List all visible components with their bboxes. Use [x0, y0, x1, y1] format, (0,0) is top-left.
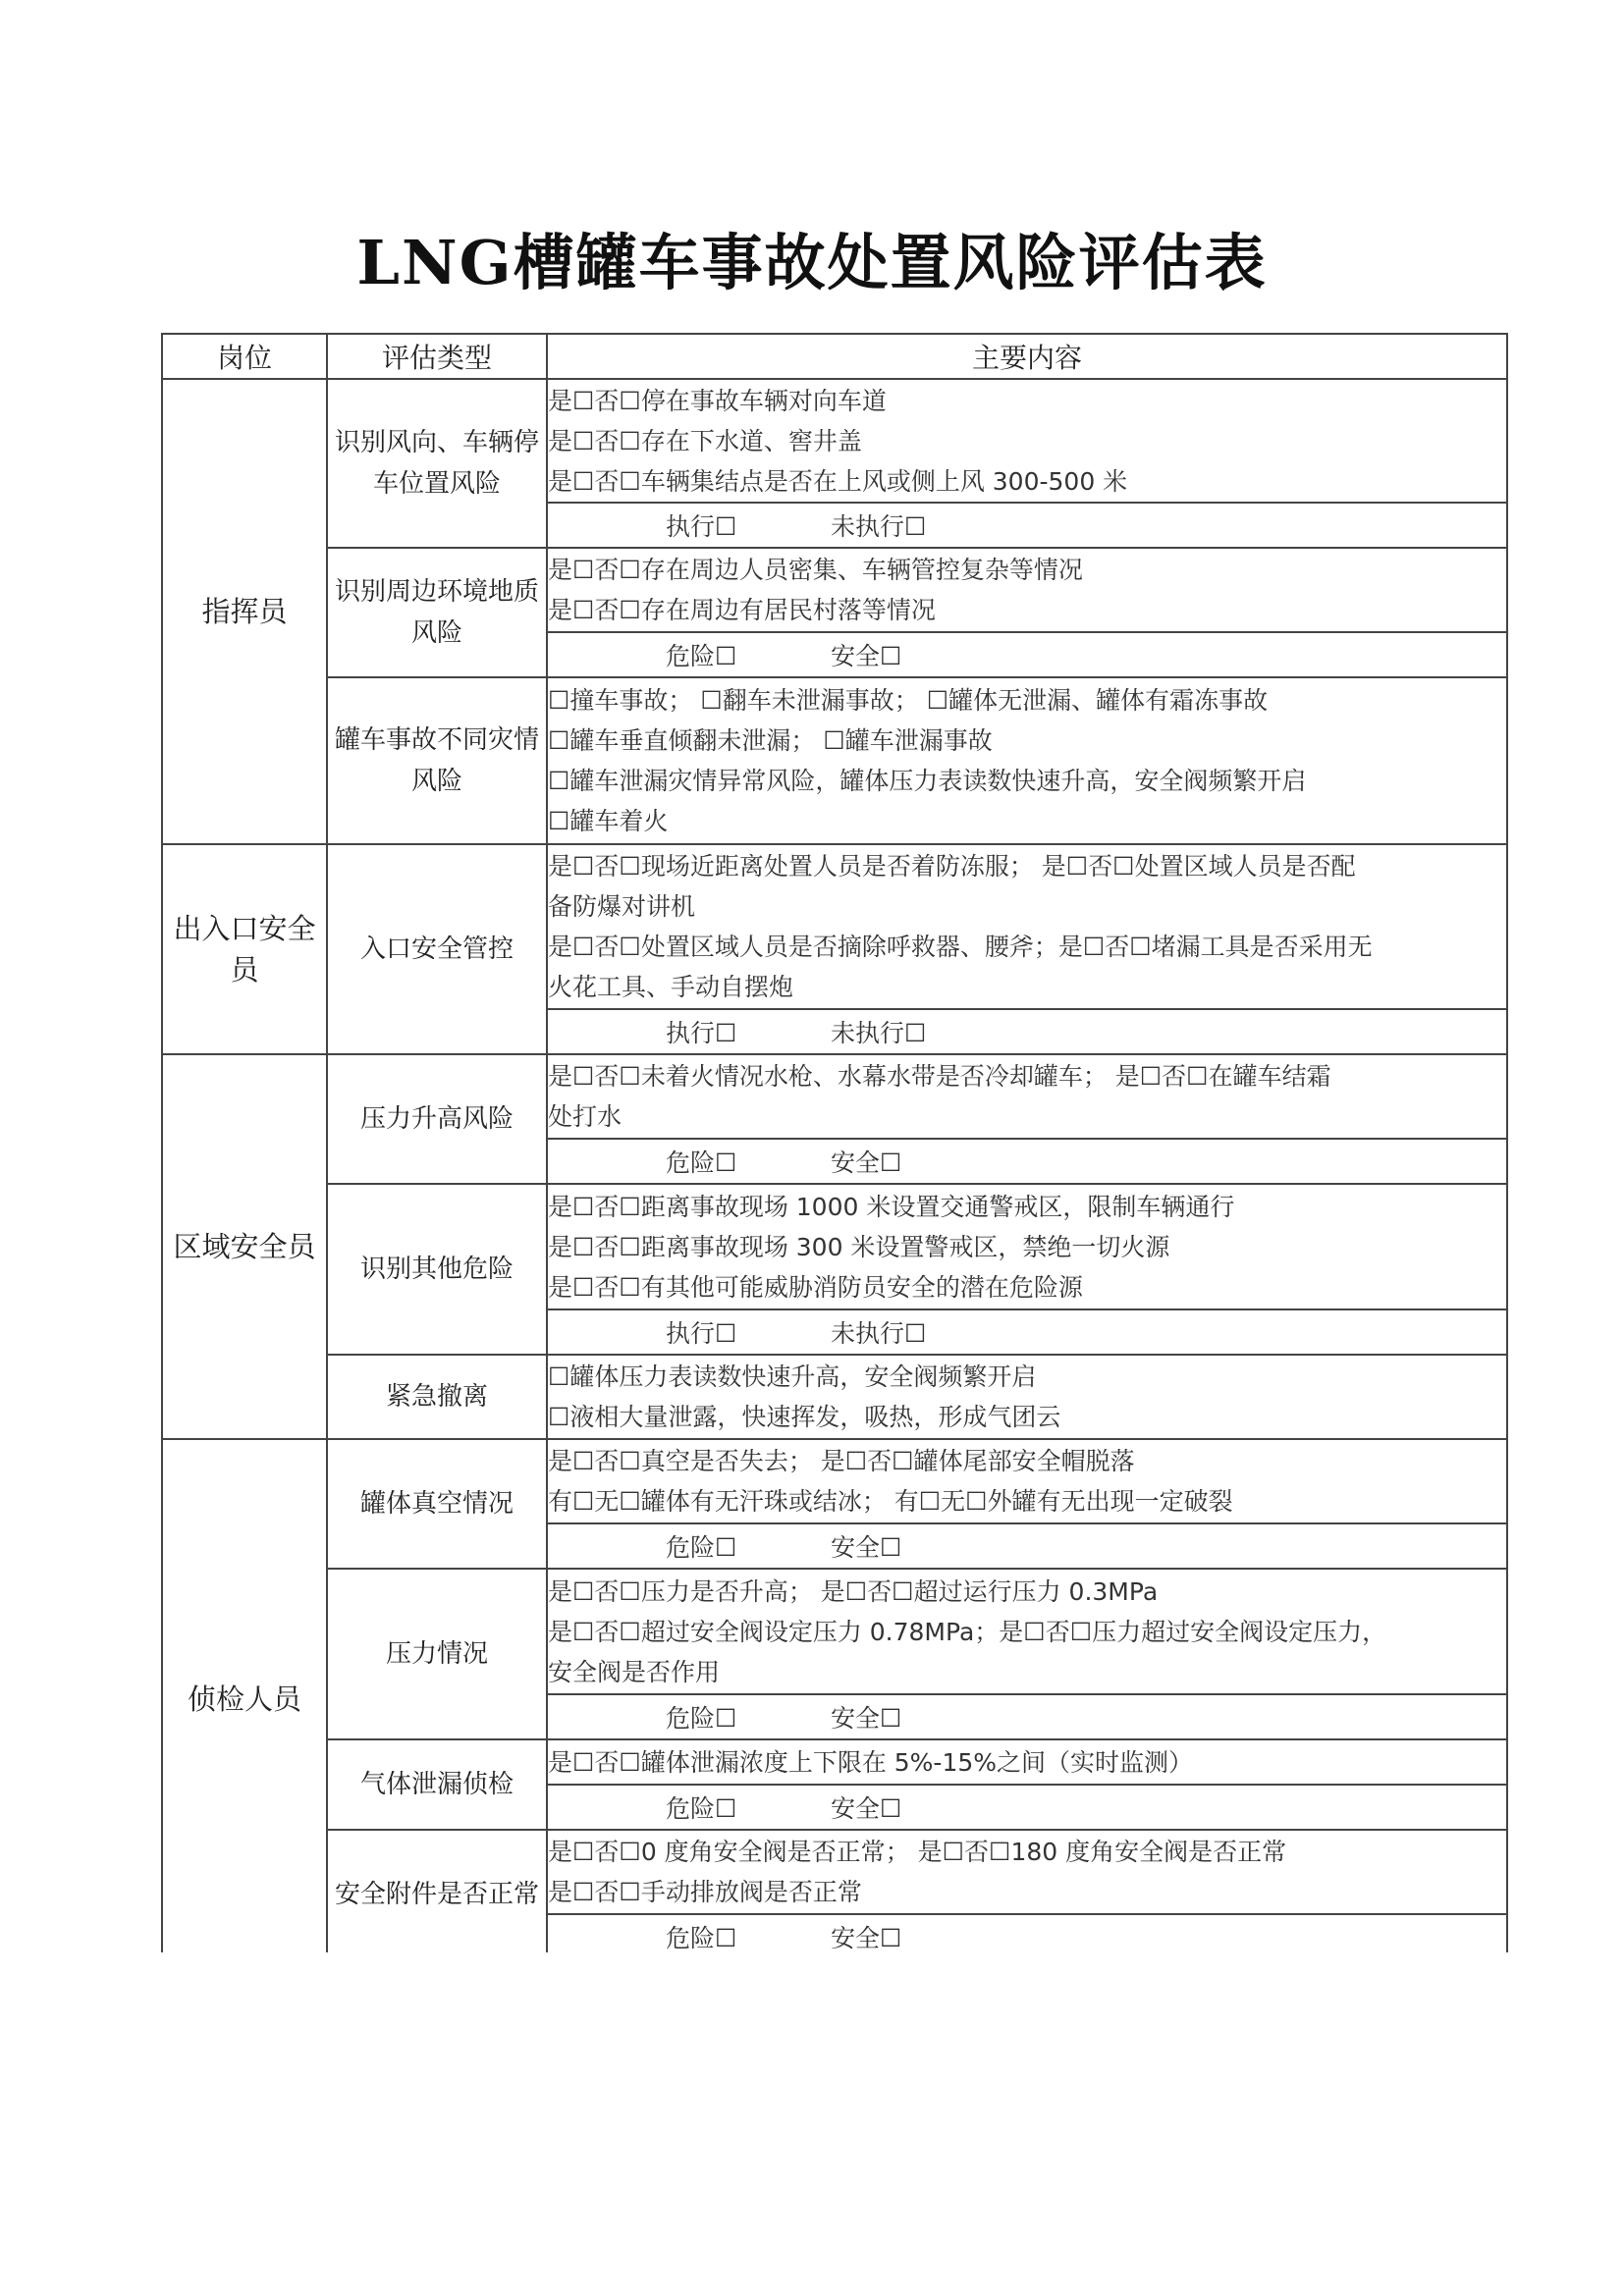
content-line: 是☐否☐罐体泄漏浓度上下限在 5%-15%之间（实时监测） — [548, 1747, 1194, 1777]
content-cell — [547, 379, 1507, 503]
result-cell — [547, 1694, 1507, 1739]
type-cell: 罐体真空情况 — [327, 1439, 547, 1569]
content-cell — [547, 1569, 1507, 1694]
table-row — [162, 379, 1507, 503]
content-line: 是☐否☐车辆集结点是否在上风或侧上风 300-500 米 — [548, 466, 1128, 496]
type-cell: 入口安全管控 — [327, 844, 547, 1054]
content-line: 是☐否☐未着火情况水枪、水幕水带是否冷却罐车； 是☐否☐在罐车结霜 — [548, 1062, 1331, 1091]
result-option-checkbox[interactable]: 危险☐ — [666, 1148, 737, 1177]
table-header-row — [162, 334, 1507, 379]
table-row — [162, 844, 1507, 1009]
page-cut-edge — [147, 1952, 1522, 2011]
result-option-checkbox[interactable]: 安全☐ — [831, 1533, 902, 1562]
table-row — [162, 548, 1507, 632]
table-row — [162, 677, 1507, 844]
type-cell: 压力升高风险 — [327, 1054, 547, 1184]
content-line: 是☐否☐处置区域人员是否摘除呼救器、腰斧；是☐否☐堵漏工具是否采用无 — [548, 933, 1373, 961]
result-option-checkbox[interactable]: 危险☐ — [666, 1924, 737, 1952]
result-option-checkbox[interactable]: 执行☐ — [666, 512, 737, 541]
header-type: 评估类型 — [327, 334, 547, 379]
result-option-checkbox[interactable]: 危险☐ — [666, 1794, 737, 1823]
header-content: 主要内容 — [547, 334, 1507, 379]
result-option-checkbox[interactable]: 危险☐ — [666, 642, 737, 670]
result-option-checkbox[interactable]: 安全☐ — [831, 1704, 902, 1733]
content-line: ☐罐体压力表读数快速升高，安全阀频繁开启 — [548, 1362, 1037, 1391]
content-cell — [547, 1739, 1507, 1785]
content-line: 备防爆对讲机 — [548, 892, 696, 921]
content-cell — [547, 1355, 1507, 1439]
page-title: LNG槽罐车事故处置风险评估表 — [356, 227, 1268, 298]
content-line: 是☐否☐停在事故车辆对向车道 — [548, 386, 887, 415]
type-cell: 气体泄漏侦检 — [327, 1739, 547, 1830]
content-cell — [547, 548, 1507, 632]
header-role: 岗位 — [162, 334, 327, 379]
table-row — [162, 1830, 1507, 1914]
role-cell: 侦检人员 — [162, 1439, 327, 1959]
content-line: 有☐无☐罐体有无汗珠或结冰； 有☐无☐外罐有无出现一定破裂 — [548, 1487, 1233, 1516]
role-cell: 指挥员 — [162, 379, 327, 844]
result-option-checkbox[interactable]: 执行☐ — [666, 1319, 737, 1348]
result-option-checkbox[interactable]: 安全☐ — [831, 1794, 902, 1823]
result-option-checkbox[interactable]: 执行☐ — [666, 1019, 737, 1047]
content-line: 是☐否☐手动排放阀是否正常 — [548, 1878, 862, 1906]
result-option-checkbox[interactable]: 安全☐ — [831, 642, 902, 670]
content-line: 是☐否☐压力是否升高； 是☐否☐超过运行压力 0.3MPa — [548, 1576, 1159, 1606]
result-cell — [547, 1309, 1507, 1355]
type-cell: 罐车事故不同灾情风险 — [327, 677, 547, 844]
content-line: 是☐否☐有其他可能威胁消防员安全的潜在危险源 — [548, 1272, 1083, 1302]
table-row — [162, 1054, 1507, 1139]
result-cell — [547, 1139, 1507, 1184]
content-cell — [547, 1054, 1507, 1139]
type-cell: 安全附件是否正常 — [327, 1830, 547, 1959]
content-line: 处打水 — [548, 1102, 623, 1131]
role-cell: 出入口安全员 — [162, 844, 327, 1054]
content-line: 火花工具、手动自摆炮 — [548, 973, 794, 1001]
result-cell — [547, 503, 1507, 548]
content-line: 是☐否☐存在下水道、窖井盖 — [548, 426, 862, 455]
content-line: 是☐否☐存在周边有居民村落等情况 — [548, 596, 936, 624]
type-cell: 压力情况 — [327, 1569, 547, 1739]
role-cell: 区域安全员 — [162, 1054, 327, 1439]
content-line: 是☐否☐真空是否失去； 是☐否☐罐体尾部安全帽脱落 — [548, 1447, 1135, 1475]
content-line: ☐罐车泄漏灾情异常风险，罐体压力表读数快速升高，安全阀频繁开启 — [548, 767, 1307, 795]
type-cell: 识别周边环境地质风险 — [327, 548, 547, 677]
content-cell — [547, 1830, 1507, 1914]
result-option-checkbox[interactable]: 未执行☐ — [831, 1319, 927, 1348]
content-line: ☐液相大量泄露，快速挥发，吸热，形成气团云 — [548, 1403, 1061, 1431]
content-line: ☐撞车事故； ☐翻车未泄漏事故； ☐罐体无泄漏、罐体有霜冻事故 — [548, 686, 1269, 715]
type-cell: 识别其他危险 — [327, 1184, 547, 1355]
content-line: ☐罐车垂直倾翻未泄漏； ☐罐车泄漏事故 — [548, 726, 993, 755]
result-option-checkbox[interactable]: 危险☐ — [666, 1533, 737, 1562]
table-row — [162, 1569, 1507, 1694]
content-cell — [547, 1184, 1507, 1309]
table-row — [162, 1439, 1507, 1523]
result-option-checkbox[interactable]: 未执行☐ — [831, 512, 927, 541]
result-cell — [547, 1009, 1507, 1054]
content-line: 是☐否☐距离事故现场 1000 米设置交通警戒区，限制车辆通行 — [548, 1192, 1235, 1221]
result-option-checkbox[interactable]: 安全☐ — [831, 1924, 902, 1952]
content-cell — [547, 844, 1507, 1009]
content-cell — [547, 677, 1507, 844]
result-option-checkbox[interactable]: 安全☐ — [831, 1148, 902, 1177]
content-line: 是☐否☐存在周边人员密集、车辆管控复杂等情况 — [548, 556, 1083, 584]
content-line: 是☐否☐距离事故现场 300 米设置警戒区，禁绝一切火源 — [548, 1232, 1170, 1261]
content-line: 是☐否☐现场近距离处置人员是否着防冻服； 是☐否☐处置区域人员是否配 — [548, 852, 1356, 881]
table-row — [162, 1739, 1507, 1785]
result-cell — [547, 632, 1507, 677]
result-option-checkbox[interactable]: 未执行☐ — [831, 1019, 927, 1047]
risk-assessment-table — [161, 333, 1508, 1960]
table-row — [162, 1355, 1507, 1439]
content-line: 安全阀是否作用 — [548, 1657, 721, 1686]
result-option-checkbox[interactable]: 危险☐ — [666, 1704, 737, 1733]
content-line: 是☐否☐0 度角安全阀是否正常； 是☐否☐180 度角安全阀是否正常 — [548, 1838, 1287, 1866]
result-cell — [547, 1523, 1507, 1569]
type-cell: 识别风向、车辆停车位置风险 — [327, 379, 547, 548]
content-line: ☐罐车着火 — [548, 807, 669, 835]
content-line: 是☐否☐超过安全阀设定压力 0.78MPa；是☐否☐压力超过安全阀设定压力， — [548, 1617, 1387, 1646]
type-cell: 紧急撤离 — [327, 1355, 547, 1439]
content-cell — [547, 1439, 1507, 1523]
table-row — [162, 1184, 1507, 1309]
result-cell — [547, 1785, 1507, 1830]
